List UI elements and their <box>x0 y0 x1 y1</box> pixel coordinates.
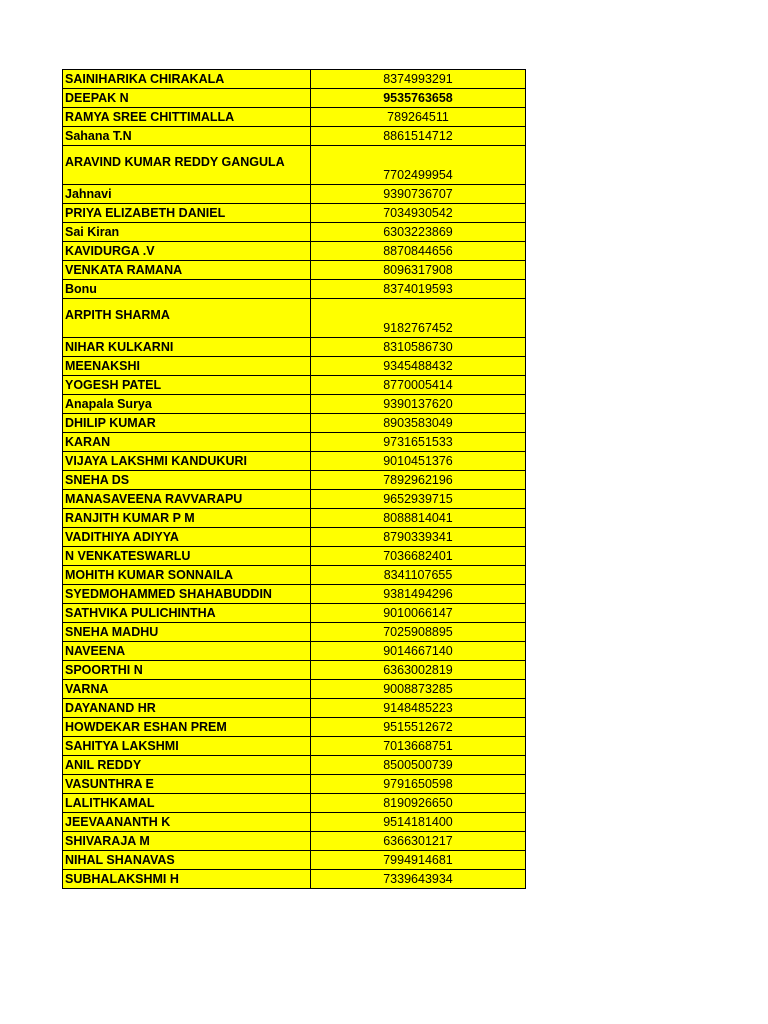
contact-phone-cell: 9010451376 <box>311 452 526 471</box>
contact-phone-cell: 6363002819 <box>311 661 526 680</box>
contact-phone-cell: 6366301217 <box>311 832 526 851</box>
contact-name-cell: SAINIHARIKA CHIRAKALA <box>63 70 311 89</box>
table-row <box>63 775 526 794</box>
table-row <box>63 280 526 299</box>
contact-phone-cell: 8374019593 <box>311 280 526 299</box>
contact-phone-cell: 789264511 <box>311 108 526 127</box>
contact-name-cell: SYEDMOHAMMED SHAHABUDDIN <box>63 585 311 604</box>
contact-name-cell: DHILIP KUMAR <box>63 414 311 433</box>
table-row <box>63 585 526 604</box>
contact-phone-cell: 7034930542 <box>311 204 526 223</box>
contact-name-cell: N VENKATESWARLU <box>63 547 311 566</box>
table-row <box>63 299 526 338</box>
table-row <box>63 870 526 889</box>
contact-name-cell: VENKATA RAMANA <box>63 261 311 280</box>
table-row <box>63 794 526 813</box>
contact-name-cell: NAVEENA <box>63 642 311 661</box>
table-row <box>63 642 526 661</box>
contact-phone-cell: 7994914681 <box>311 851 526 870</box>
contact-name-cell: RANJITH KUMAR P M <box>63 509 311 528</box>
table-row <box>63 528 526 547</box>
contact-name-cell: ARAVIND KUMAR REDDY GANGULA <box>63 146 311 185</box>
table-row <box>63 185 526 204</box>
table-row <box>63 718 526 737</box>
contact-name-cell: NIHAL SHANAVAS <box>63 851 311 870</box>
contact-name-cell: ARPITH SHARMA <box>63 299 311 338</box>
contact-name-cell: RAMYA SREE CHITTIMALLA <box>63 108 311 127</box>
contact-name-cell: SNEHA DS <box>63 471 311 490</box>
contact-name-cell: SNEHA MADHU <box>63 623 311 642</box>
contact-name-cell: SAHITYA LAKSHMI <box>63 737 311 756</box>
table-row <box>63 261 526 280</box>
contact-table <box>62 69 526 889</box>
contact-phone-cell: 9390736707 <box>311 185 526 204</box>
table-row <box>63 566 526 585</box>
contact-phone-cell: 8903583049 <box>311 414 526 433</box>
contact-phone-cell: 7339643934 <box>311 870 526 889</box>
contact-phone-cell: 7702499954 <box>311 146 526 185</box>
contact-name-cell: KAVIDURGA .V <box>63 242 311 261</box>
contact-phone-cell: 9182767452 <box>311 299 526 338</box>
contact-name-cell: MEENAKSHI <box>63 357 311 376</box>
table-row <box>63 146 526 185</box>
contact-table-body <box>63 70 526 889</box>
contact-name-cell: ANIL REDDY <box>63 756 311 775</box>
contact-phone-cell: 9535763658 <box>311 89 526 108</box>
contact-phone-cell: 9515512672 <box>311 718 526 737</box>
contact-phone-cell: 8096317908 <box>311 261 526 280</box>
contact-name-cell: KARAN <box>63 433 311 452</box>
table-row <box>63 357 526 376</box>
table-row <box>63 547 526 566</box>
table-row <box>63 89 526 108</box>
contact-phone-cell: 9381494296 <box>311 585 526 604</box>
contact-name-cell: Anapala Surya <box>63 395 311 414</box>
contact-name-cell: SHIVARAJA M <box>63 832 311 851</box>
contact-name-cell: VASUNTHRA E <box>63 775 311 794</box>
contact-phone-cell: 9014667140 <box>311 642 526 661</box>
table-row <box>63 127 526 146</box>
contact-phone-cell: 8088814041 <box>311 509 526 528</box>
contact-phone-cell: 9791650598 <box>311 775 526 794</box>
contact-phone-cell: 9008873285 <box>311 680 526 699</box>
contact-phone-cell: 7025908895 <box>311 623 526 642</box>
table-row <box>63 204 526 223</box>
table-row <box>63 661 526 680</box>
table-row <box>63 395 526 414</box>
contact-phone-cell: 9010066147 <box>311 604 526 623</box>
table-row <box>63 509 526 528</box>
contact-name-cell: NIHAR KULKARNI <box>63 338 311 357</box>
contact-phone-cell: 6303223869 <box>311 223 526 242</box>
contact-name-cell: YOGESH PATEL <box>63 376 311 395</box>
contact-name-cell: VARNA <box>63 680 311 699</box>
contact-name-cell: SUBHALAKSHMI H <box>63 870 311 889</box>
contact-phone-cell: 8870844656 <box>311 242 526 261</box>
contact-name-cell: JEEVAANANTH K <box>63 813 311 832</box>
table-row <box>63 242 526 261</box>
contact-phone-cell: 8861514712 <box>311 127 526 146</box>
contact-name-cell: MANASAVEENA RAVVARAPU <box>63 490 311 509</box>
table-row <box>63 471 526 490</box>
contact-phone-cell: 9514181400 <box>311 813 526 832</box>
contact-phone-cell: 8310586730 <box>311 338 526 357</box>
contact-name-cell: SATHVIKA PULICHINTHA <box>63 604 311 623</box>
contact-name-cell: DAYANAND HR <box>63 699 311 718</box>
contact-phone-cell: 9148485223 <box>311 699 526 718</box>
table-row <box>63 832 526 851</box>
contact-phone-cell: 8770005414 <box>311 376 526 395</box>
table-row <box>63 851 526 870</box>
contact-name-cell: Jahnavi <box>63 185 311 204</box>
table-row <box>63 604 526 623</box>
table-row <box>63 490 526 509</box>
table-row <box>63 433 526 452</box>
contact-name-cell: Bonu <box>63 280 311 299</box>
contact-name-cell: Sai Kiran <box>63 223 311 242</box>
contact-phone-cell: 9731651533 <box>311 433 526 452</box>
contact-phone-cell: 7892962196 <box>311 471 526 490</box>
contact-name-cell: MOHITH KUMAR SONNAILA <box>63 566 311 585</box>
contact-phone-cell: 9345488432 <box>311 357 526 376</box>
table-row <box>63 452 526 471</box>
contact-name-cell: SPOORTHI N <box>63 661 311 680</box>
table-row <box>63 699 526 718</box>
table-row <box>63 338 526 357</box>
contact-name-cell: HOWDEKAR ESHAN PREM <box>63 718 311 737</box>
contact-phone-cell: 8790339341 <box>311 528 526 547</box>
table-row <box>63 813 526 832</box>
table-row <box>63 70 526 89</box>
table-row <box>63 223 526 242</box>
table-row <box>63 108 526 127</box>
contact-name-cell: DEEPAK N <box>63 89 311 108</box>
contact-phone-cell: 7036682401 <box>311 547 526 566</box>
table-row <box>63 756 526 775</box>
table-row <box>63 680 526 699</box>
contact-phone-cell: 9652939715 <box>311 490 526 509</box>
contact-phone-cell: 8500500739 <box>311 756 526 775</box>
table-row <box>63 376 526 395</box>
contact-phone-cell: 8374993291 <box>311 70 526 89</box>
contact-phone-cell: 8190926650 <box>311 794 526 813</box>
contact-name-cell: LALITHKAMAL <box>63 794 311 813</box>
contact-name-cell: VIJAYA LAKSHMI KANDUKURI <box>63 452 311 471</box>
contact-name-cell: Sahana T.N <box>63 127 311 146</box>
contact-name-cell: VADITHIYA ADIYYA <box>63 528 311 547</box>
contact-phone-cell: 7013668751 <box>311 737 526 756</box>
table-row <box>63 414 526 433</box>
table-row <box>63 737 526 756</box>
contact-name-cell: PRIYA ELIZABETH DANIEL <box>63 204 311 223</box>
contact-phone-cell: 9390137620 <box>311 395 526 414</box>
table-row <box>63 623 526 642</box>
contact-phone-cell: 8341107655 <box>311 566 526 585</box>
